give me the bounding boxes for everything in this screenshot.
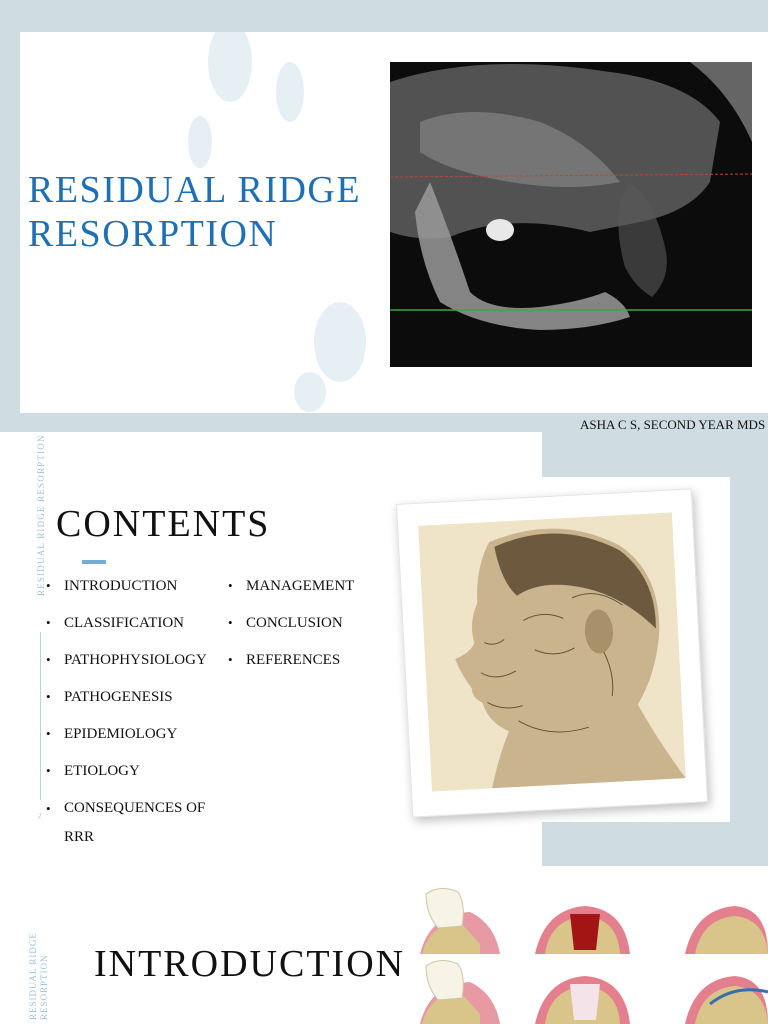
- list-item: • PATHOPHYSIOLOGY: [46, 652, 207, 668]
- title-accent-bar: [82, 560, 106, 564]
- list-item: • EPIDEMIOLOGY: [46, 726, 178, 742]
- side-label: RESIDUAL RIDGE RESORPTION: [28, 932, 49, 1020]
- list-item: • INTRODUCTION: [46, 578, 178, 594]
- engraving-frame: [396, 488, 708, 817]
- page-number: 2: [38, 812, 42, 820]
- engraving-image: [418, 513, 686, 792]
- side-label: RESIDUAL RIDGE RESORPTION: [36, 434, 46, 596]
- tooth-extraction-image: [420, 884, 768, 1024]
- slide-title: RESIDUAL RIDGE RESORPTION: [28, 169, 362, 255]
- list-item: • CONCLUSION: [228, 615, 343, 631]
- author-credit: ASHA C S, SECOND YEAR MDS: [580, 417, 766, 432]
- list-item: • PATHOGENESIS: [46, 689, 173, 705]
- list-item: • MANAGEMENT: [228, 578, 355, 594]
- list-item: • CLASSIFICATION: [46, 615, 185, 631]
- list-item: • CONSEQUENCES OF RRR: [46, 800, 206, 845]
- list-item: • REFERENCES: [228, 652, 341, 668]
- introduction-slide: [0, 866, 768, 1024]
- side-divider: [40, 632, 41, 800]
- contents-list-right: [224, 572, 384, 683]
- contents-slide: [0, 432, 768, 866]
- list-item: • ETIOLOGY: [46, 763, 140, 779]
- contents-list-left: [42, 572, 242, 861]
- contents-title: CONTENTS: [56, 503, 271, 545]
- introduction-title: INTRODUCTION: [94, 943, 406, 985]
- title-slide: [20, 32, 768, 413]
- cbct-skull-image: [390, 62, 752, 367]
